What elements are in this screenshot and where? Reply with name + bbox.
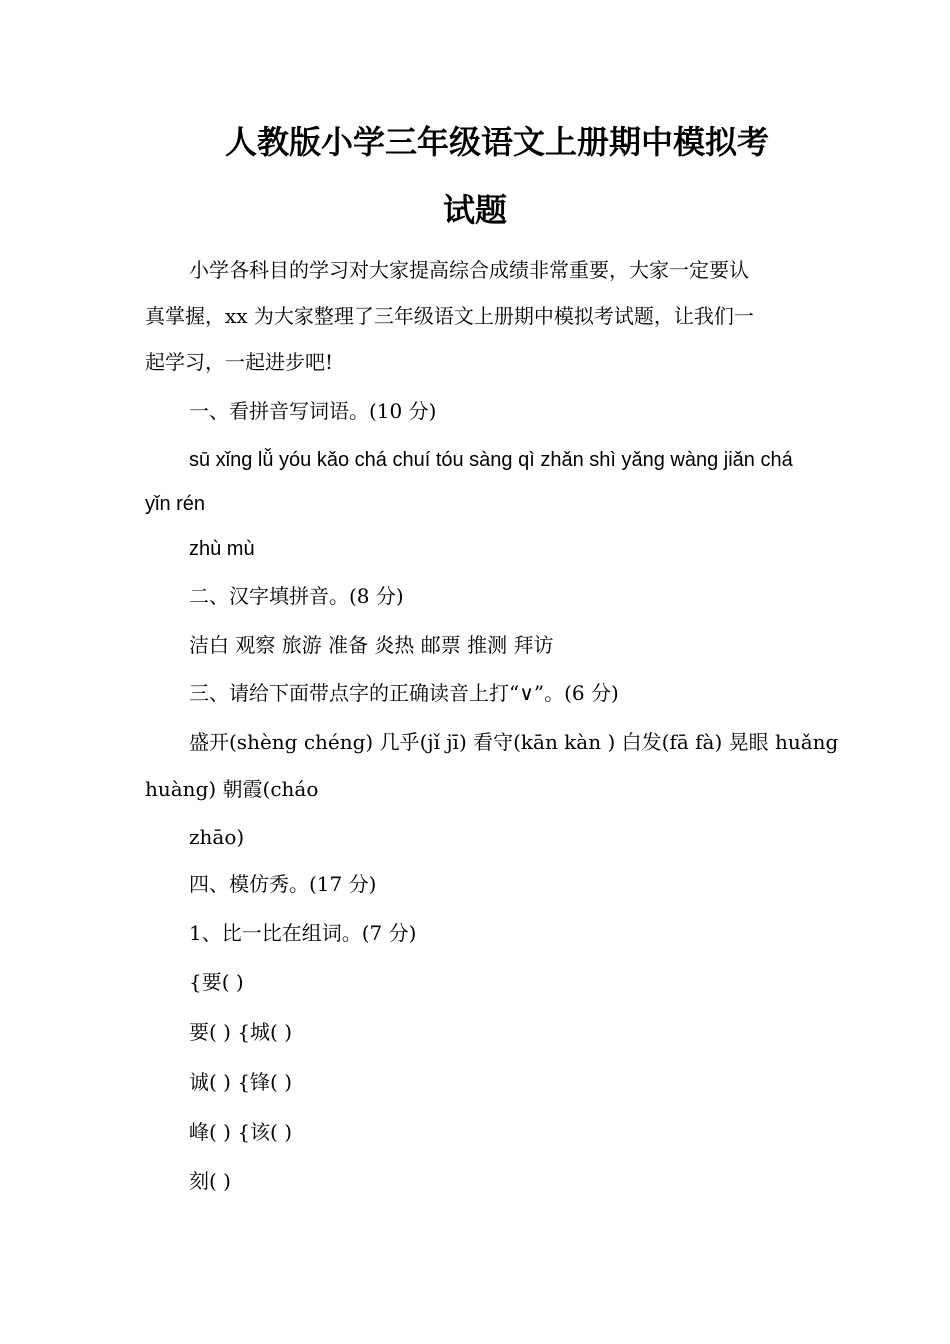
section3-line-2: huàng) 朝霞(cháo [145,777,319,801]
intro-line-3: 起学习，一起进步吧! [145,350,334,374]
section3-line-1: 盛开(shèng chéng) 几乎(jǐ jī) 看守(kān kàn ) 白发(fā fà) 晃眼 huǎng [189,730,839,754]
section1-pinyin-line-1: sū xǐng lǚ yóu kǎo chá chuí tóu sàng qì zhǎn shì yǎng wàng jiǎn chá [189,449,793,471]
section1-pinyin-line-3: zhù mù [189,538,255,560]
section4-line-2: 要( ) {城( ) [189,1020,293,1044]
section4-heading: 四、模仿秀。(17 分) [189,872,377,896]
section2-heading: 二、汉字填拼音。(8 分) [189,584,404,608]
section4-line-4: 峰( ) {该( ) [189,1120,293,1144]
section4-line-1: {要( ) [189,970,244,994]
section1-heading: 一、看拼音写词语。(10 分) [189,399,437,423]
section4-line-3: 诚( ) {锋( ) [189,1070,293,1094]
section1-pinyin-line-2: yǐn rén [145,493,206,515]
intro-line-2: 真掌握，xx 为大家整理了三年级语文上册期中模拟考试题，让我们一 [145,304,754,328]
section3-heading: 三、请给下面带点字的正确读音上打“∨”。(6 分) [189,681,619,705]
intro-line-1: 小学各科目的学习对大家提高综合成绩非常重要，大家一定要认 [189,258,749,282]
section3-line-3: zhāo) [189,825,245,849]
section4-line-5: 刻( ) [189,1169,231,1193]
document-title-line-2: 试题 [442,191,507,229]
section4-sub1-heading: 1、比一比在组词。(7 分) [189,921,417,945]
section2-words: 洁白 观察 旅游 准备 炎热 邮票 推测 拜访 [189,633,554,657]
document-title-line-1: 人教版小学三年级语文上册期中模拟考 [225,123,770,161]
